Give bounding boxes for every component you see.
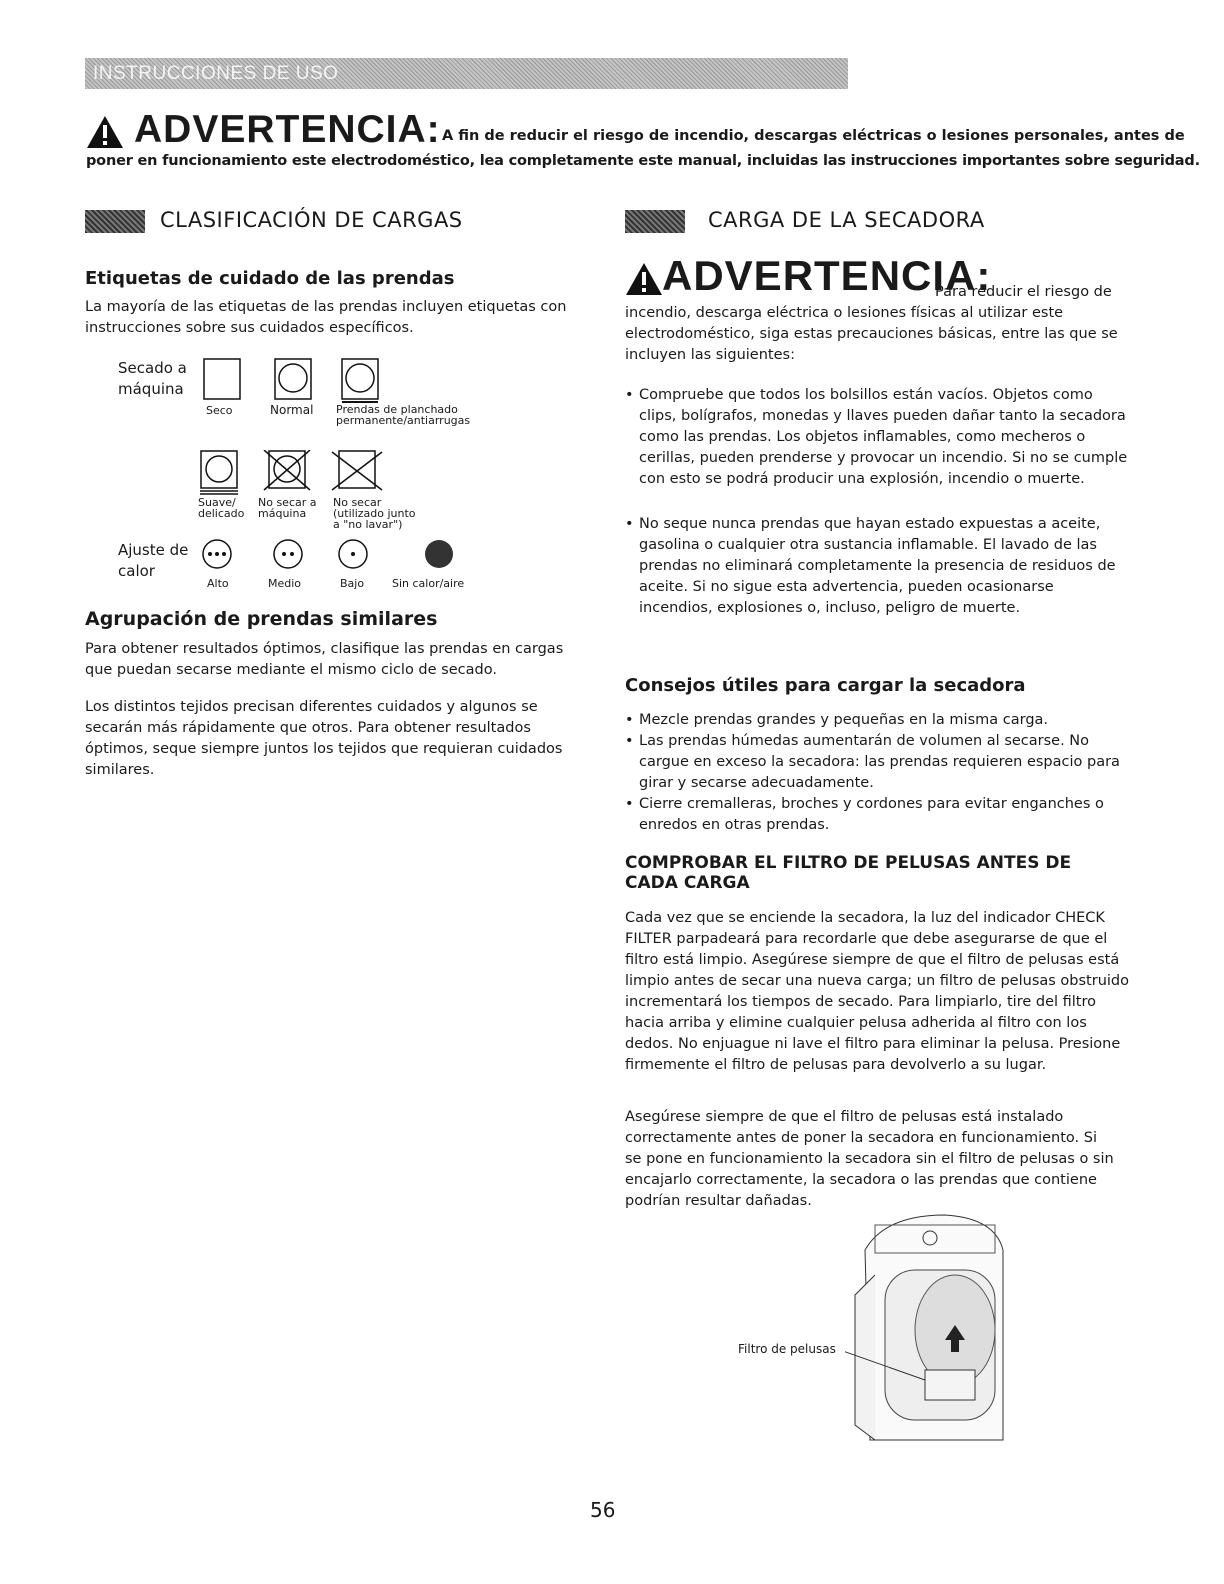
dry-symbols-row1	[200, 358, 390, 403]
grouping-text-1: Para obtener resultados óptimos, clasifique las prendas en cargas que puedan secarse mediante el mismo ciclo de secado.	[85, 641, 564, 678]
symbol-label: Normal	[270, 403, 314, 417]
heat-label-low: Bajo	[340, 577, 365, 590]
header-title: INSTRUCCIONES DE USO	[93, 63, 339, 84]
symbol-label: Suave/ delicado	[198, 496, 245, 520]
dry-symbols-row2	[196, 450, 396, 498]
warning-label-right: ADVERTENCIA:	[662, 252, 992, 299]
section-icon	[85, 210, 145, 233]
section-header-bar	[85, 58, 848, 89]
dry-icon	[204, 359, 240, 399]
bullet-item: • No seque nunca prendas que hayan estado expuestas a aceite, gasolina o cualquier otra sustancia inflamable. El lavado de las prendas no eliminará completamente la presencia de residuos de aceite. Si no sigue esta advertencia, pueden ocasionarse incendios, explosiones o, incluso, peligro de muerte.	[625, 514, 1130, 619]
safety-bullets	[625, 385, 1130, 619]
heat-label-medium: Medio	[268, 577, 302, 590]
symbol-label: Prendas de planchado permanente/antiarrugas	[336, 403, 471, 427]
symbol-label: No secar (utilizado junto a "no lavar")	[333, 496, 416, 531]
section-title-right: CARGA DE LA SECADORA	[708, 208, 985, 232]
warning-icon	[86, 115, 124, 149]
bullet-item: • Compruebe que todos los bolsillos están vacíos. Objetos como clips, bolígrafos, monedas y llaves pueden dañar tanto la secadora como las prendas. Los objetos inflamables, como mecheros o cerillas, pueden prenderse y provocar un incendio. Si no se cumple con esto se podrá producir una explosión, incendio o muerte.	[625, 385, 1130, 490]
tips-heading: Consejos útiles para cargar la secadora	[625, 675, 1026, 696]
section-icon	[625, 210, 685, 233]
machine-dry-label: Secado a máquina	[118, 359, 187, 398]
symbol-label: No secar a máquina	[258, 496, 317, 520]
warning-text-right: Para reducir el riesgo de incendio, descarga eléctrica o lesiones físicas al utilizar este electrodoméstico, siga estas precauciones básicas, entre las que se incluyen las siguientes:	[625, 284, 1118, 363]
tip-item: • Mezcle prendas grandes y pequeñas en la misma carga.	[625, 710, 1130, 731]
tip-item: • Cierre cremalleras, broches y cordones para evitar enganches o enredos en otras prendas.	[625, 794, 1130, 836]
figure-label: Filtro de pelusas	[738, 1342, 836, 1356]
filter-text-2: Asegúrese siempre de que el filtro de pelusas está instalado correctamente antes de poner la secadora en funcionamiento. Si se pone en funcionamiento la secadora sin el filtro de pelusas o sin encajarlo correctamente, la secadora o las prendas que contiene podrían resultar dañadas.	[625, 1109, 1114, 1209]
heat-label-none: Sin calor/aire	[392, 577, 465, 590]
heat-label-high: Alto	[207, 577, 229, 590]
filter-heading: COMPROBAR EL FILTRO DE PELUSAS ANTES DE CADA CARGA	[625, 853, 1072, 893]
care-labels-heading: Etiquetas de cuidado de las prendas	[85, 268, 455, 289]
tip-item: • Las prendas húmedas aumentarán de volumen al secarse. No cargue en exceso la secadora: las prendas requieren espacio para girar y secarse adecuadamente.	[625, 731, 1130, 794]
symbol-label: Seco	[206, 404, 233, 417]
care-labels-text: La mayoría de las etiquetas de las prendas incluyen etiquetas con instrucciones sobre sus cuidados específicos.	[85, 299, 567, 336]
heat-symbols	[200, 538, 460, 572]
dry-permanent-press-icon	[342, 359, 378, 399]
warning-text-1: A fin de reducir el riesgo de incendio, descargas eléctricas o lesiones personales, antes de	[442, 128, 1185, 144]
tips-list	[625, 710, 1130, 836]
dry-normal-icon	[275, 359, 311, 399]
grouping-heading: Agrupación de prendas similares	[85, 608, 438, 630]
grouping-text-2: Los distintos tejidos precisan diferentes cuidados y algunos se secarán más rápidamente que otros. Para obtener resultados óptimos, seque siempre juntos los tejidos que requieran cuidados similares.	[85, 699, 563, 778]
warning-text-2: poner en funcionamiento este electrodoméstico, lea completamente este manual, incluidas las instrucciones importantes sobre seguridad.	[86, 153, 1200, 169]
section-title-left: CLASIFICACIÓN DE CARGAS	[160, 208, 463, 232]
warning-label: ADVERTENCIA:	[134, 108, 441, 151]
page-number: 56	[590, 1498, 616, 1522]
filter-text-1: Cada vez que se enciende la secadora, la luz del indicador CHECK FILTER parpadeará para recordarle que debe asegurarse de que el filtro está limpio. Asegúrese siempre de que el filtro de pelusas está limpio antes de secar una nueva carga; un filtro de pelusas obstruido incrementará los tiempos de secado. Para limpiarlo, tire del filtro hacia arriba y elimine cualquier pelusa adherida al filtro con los dedos. No enjuague ni lave el filtro para eliminar la pelusa. Presione firmemente el filtro de pelusas para devolverlo a su lugar.	[625, 910, 1129, 1073]
heat-label: Ajuste de calor	[118, 541, 189, 580]
dryer-illustration	[845, 1210, 1015, 1455]
